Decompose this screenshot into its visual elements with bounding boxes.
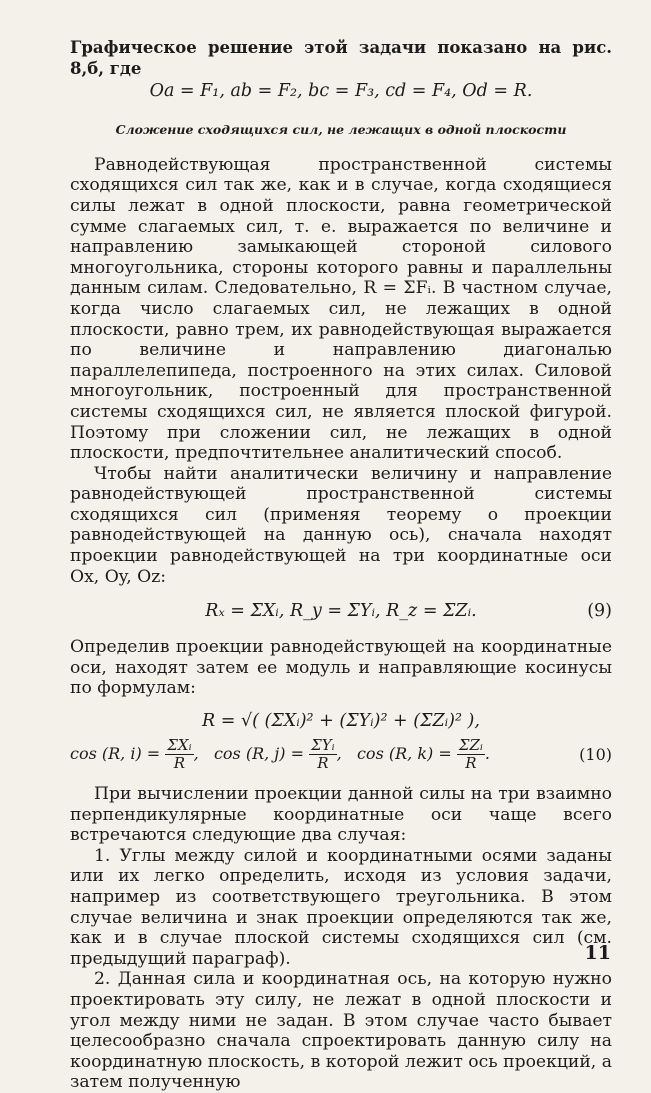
cos-y-left: cos (R, j) = xyxy=(213,744,304,764)
cos-x-numerator: ΣXᵢ xyxy=(167,736,192,755)
cos-x-left: cos (R, i) = xyxy=(70,744,161,764)
cos-y-fraction xyxy=(309,737,337,772)
formula-10-modulus: R = √( (ΣXᵢ)² + (ΣYᵢ)² + (ΣZᵢ)² ), xyxy=(202,711,480,732)
intro-line: Графическое решение этой задачи показано на рис. 8,б, где xyxy=(70,38,612,78)
paragraph-4: При вычислении проекции данной силы на три взаимно перпендикулярные координатные оси чаще всего встречаются следующие два случая: xyxy=(70,784,612,846)
formula-9-body: Rₓ = ΣXᵢ, R_y = ΣYᵢ, R_z = ΣZᵢ. xyxy=(205,601,477,622)
cos-x-denominator: R xyxy=(173,754,186,773)
formula-10-number: (10) xyxy=(579,745,612,765)
page-content xyxy=(70,38,612,1093)
paragraph-3: Определив проекции равнодействующей на координатные оси, находят затем ее модуль и направляющие косинусы по формулам: xyxy=(70,637,612,699)
cos-z-numerator: ΣZᵢ xyxy=(458,736,483,755)
formula-9-number: (9) xyxy=(587,601,612,622)
paragraph-5: 1. Углы между силой и координатными осями заданы или их легко определить, исходя из условия задачи, например из соответствующего треугольника. В этом случае величина и знак проекции определяются так же, как и в случае плоской системы сходящихся сил (см. предыдущий параграф). xyxy=(70,845,612,969)
cos-x-fraction xyxy=(165,737,193,772)
cos-z-fraction xyxy=(457,737,485,772)
section-heading: Сложение сходящихся сил, не лежащих в одной плоскости xyxy=(115,121,567,137)
cos-y-numerator: ΣYᵢ xyxy=(311,736,335,755)
paragraph-6: 2. Данная сила и координатная ось, на которую нужно проектировать эту силу, не лежат в одной плоскости и угол между ними не задан. В этом случае часто бывает целесообразно сначала спроектировать данную силу на координатную плоскость, в которой лежит ось проекций, а затем полученную xyxy=(70,969,612,1093)
paragraph-1: Равнодействующая пространственной системы сходящихся сил так же, как и в случае, когда сходящиеся силы лежат в одной плоскости, равна геометрической сумме слагаемых сил, т. е. выражается по величине и направлению замыкающей стороной силового многоугольника, стороны которого равны и параллельны данным силам. Следовательно, R = ΣFᵢ. В частном случае, когда число слагаемых сил, не лежащих в одной плоскости, равно трем, их равнодействующая выражается по величине и направлению диагональю параллелепипеда, построенного на этих силах. Силовой многоугольник, построенный для пространственной системы сходящихся сил, не является плоской фигурой. Поэтому при сложении сил, не лежащих в одной плоскости, предпочтительнее аналитический способ. xyxy=(70,154,612,464)
page-number: 11 xyxy=(584,942,611,964)
paragraph-2: Чтобы найти аналитически величину и направление равнодействующей пространственной системы сходящихся сил (применяя теорему о проекции равнодействующей на данную ось), сначала находят проекции равнодействующей на три координатные оси Ox, Oy, Oz: xyxy=(70,463,612,587)
intro-vectors: Oa = F₁, ab = F₂, bc = F₃, cd = F₄, Od = R. xyxy=(149,81,533,102)
formula-10-cosines: cos (R, i) = $\frac{\text{ΣXᵢ}}{R}$ , cos (R, j) = $\frac{\text{ΣYᵢ}}{R}$ , cos (R, k) = $\frac{\text{ΣZᵢ}}{R}$ . (10) xyxy=(70,736,612,773)
cos-y-denominator: R xyxy=(317,754,329,773)
formula-9 xyxy=(70,601,612,621)
cos-z-left: cos (R, k) = xyxy=(356,744,452,764)
cos-z-denominator: R xyxy=(465,754,477,773)
